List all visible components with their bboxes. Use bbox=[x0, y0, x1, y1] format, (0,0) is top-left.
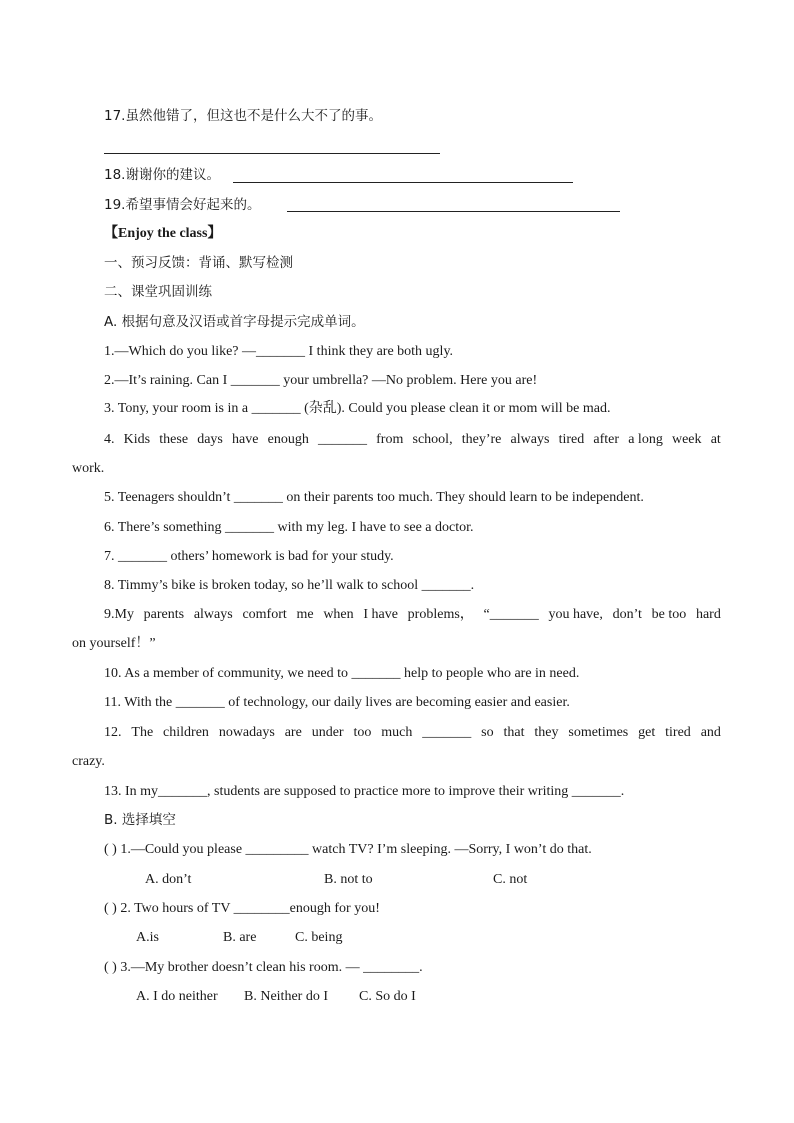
word: so bbox=[481, 725, 494, 740]
question-11: 11. With the _______ of technology, our daily lives are becoming easier and easier. bbox=[104, 695, 570, 710]
question-10: 10. As a member of community, we need to _______ help to people who are in need. bbox=[104, 666, 580, 681]
choice-3: ( ) 3.—My brother doesn’t clean his room. — ________. bbox=[104, 960, 423, 975]
word: they bbox=[534, 725, 559, 740]
section-title: 【Enjoy the class】 bbox=[104, 226, 222, 241]
choice-1: ( ) 1.—Could you please _________ watch TV? I’m sleeping. —Sorry, I won’t do that. bbox=[104, 842, 592, 857]
question-9-continued: on yourself！” bbox=[72, 636, 156, 651]
item-number: 19. bbox=[104, 197, 126, 213]
word: comfort bbox=[242, 607, 287, 622]
word: me bbox=[296, 607, 314, 622]
question-12 bbox=[104, 724, 721, 742]
word: days bbox=[197, 432, 223, 447]
blank[interactable]: “_______ bbox=[483, 607, 539, 622]
word: I have bbox=[363, 607, 398, 622]
word: don’t bbox=[612, 607, 642, 622]
question-9 bbox=[104, 606, 721, 624]
word: get bbox=[638, 725, 656, 740]
word: too bbox=[353, 725, 372, 740]
choice-2-option-b[interactable]: B. are bbox=[223, 930, 257, 945]
word: enough bbox=[267, 432, 309, 447]
choice-2-option-a[interactable]: A.is bbox=[136, 930, 159, 945]
word: 4. bbox=[104, 432, 115, 447]
question-4 bbox=[104, 431, 721, 449]
word: much bbox=[381, 725, 413, 740]
question-5: 5. Teenagers shouldn’t _______ on their parents too much. They should learn to be independent. bbox=[104, 490, 644, 505]
word: always bbox=[193, 607, 233, 622]
word: week bbox=[671, 432, 702, 447]
word: be too bbox=[651, 607, 687, 622]
question-3: 3. Tony, your room is in a _______ (杂乱). Could you please clean it or mom will be mad. bbox=[104, 401, 611, 416]
word: nowadays bbox=[218, 725, 275, 740]
word: tired bbox=[558, 432, 585, 447]
word: children bbox=[163, 725, 209, 740]
translation-17 bbox=[104, 107, 382, 125]
question-8: 8. Timmy’s bike is broken today, so he’ll walk to school _______. bbox=[104, 578, 475, 593]
word: parents bbox=[143, 607, 185, 622]
word: at bbox=[710, 432, 721, 447]
item-text: 虽然他错了，但这也不是什么大不了的事。 bbox=[125, 108, 382, 124]
choice-2: ( ) 2. Two hours of TV ________enough for you! bbox=[104, 901, 380, 916]
question-1: 1.—Which do you like? —_______ I think they are both ugly. bbox=[104, 344, 454, 359]
word: after bbox=[593, 432, 620, 447]
question-7: 7. _______ others’ homework is bad for your study. bbox=[104, 549, 394, 564]
word: that bbox=[503, 725, 525, 740]
word: Kids bbox=[123, 432, 151, 447]
part-1-heading: 一、预习反馈：背诵、默写检测 bbox=[104, 255, 293, 271]
translation-19 bbox=[104, 196, 260, 214]
choice-2-option-c[interactable]: C. being bbox=[295, 930, 343, 945]
word: 9.My bbox=[104, 607, 134, 622]
part-b-heading: B. 选择填空 bbox=[104, 812, 176, 828]
part-2-heading: 二、课堂巩固训练 bbox=[104, 284, 212, 300]
word: have bbox=[232, 432, 259, 447]
word: and bbox=[700, 725, 721, 740]
item-text: 希望事情会好起来的。 bbox=[125, 197, 261, 213]
choice-3-option-c[interactable]: C. So do I bbox=[359, 989, 416, 1004]
question-12-continued: crazy. bbox=[72, 754, 105, 769]
item-number: 17. bbox=[104, 108, 126, 124]
word: 12. bbox=[104, 725, 122, 740]
word: sometimes bbox=[568, 725, 629, 740]
word: problems， bbox=[407, 607, 474, 622]
question-13: 13. In my_______, students are supposed to practice more to improve their writing _______. bbox=[104, 784, 625, 799]
choice-3-option-a[interactable]: A. I do neither bbox=[136, 989, 218, 1004]
item-number: 18. bbox=[104, 167, 126, 183]
blank[interactable]: _______ bbox=[317, 432, 367, 447]
blank[interactable]: _______ bbox=[422, 725, 472, 740]
word: from bbox=[376, 432, 404, 447]
choice-1-option-b[interactable]: B. not to bbox=[324, 872, 373, 887]
question-6: 6. There’s something _______ with my leg. I have to see a doctor. bbox=[104, 520, 474, 535]
word: always bbox=[510, 432, 550, 447]
choice-1-option-a[interactable]: A. don’t bbox=[145, 872, 192, 887]
word: school, bbox=[412, 432, 453, 447]
answer-line-19[interactable] bbox=[287, 211, 620, 212]
translation-18 bbox=[104, 166, 220, 184]
word: under bbox=[311, 725, 344, 740]
choice-1-option-c[interactable]: C. not bbox=[493, 872, 528, 887]
word: are bbox=[284, 725, 302, 740]
word: a long bbox=[628, 432, 663, 447]
word: when bbox=[323, 607, 354, 622]
question-2: 2.—It’s raining. Can I _______ your umbrella? —No problem. Here you are! bbox=[104, 373, 538, 388]
answer-line-18[interactable] bbox=[233, 182, 573, 183]
question-4-continued: work. bbox=[72, 461, 105, 476]
choice-3-option-b[interactable]: B. Neither do I bbox=[244, 989, 328, 1004]
word: tired bbox=[665, 725, 691, 740]
answer-line-17[interactable] bbox=[104, 153, 440, 154]
item-text: 谢谢你的建议。 bbox=[125, 167, 220, 183]
part-a-heading: A. 根据句意及汉语或首字母提示完成单词。 bbox=[104, 314, 365, 330]
word: hard bbox=[695, 607, 721, 622]
word: they’re bbox=[461, 432, 502, 447]
word: these bbox=[159, 432, 189, 447]
word: you have, bbox=[548, 607, 603, 622]
word: The bbox=[131, 725, 154, 740]
